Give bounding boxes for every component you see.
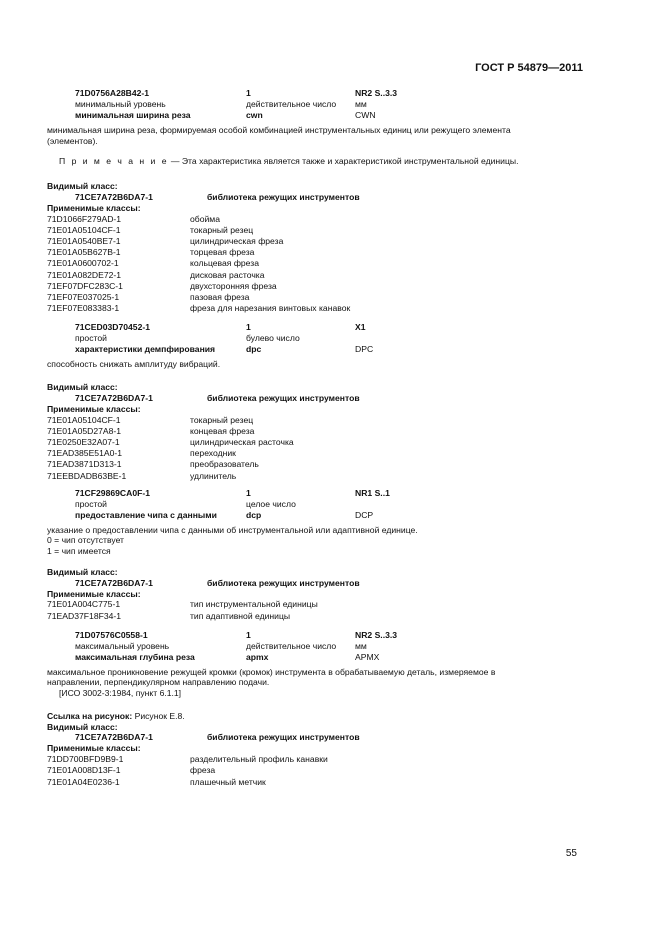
page-content [47,88,587,788]
class-code: 71E01A05104CF-1 [47,224,121,235]
applicable-classes-list [47,754,587,788]
property-abbrev: APMX [355,651,380,662]
visible-class-row: 71CE7A72B6DA7-1 библиотека режущих инструментов [75,191,360,202]
property-definition: указание о предоставлении чипа с данными об инструментальной или адаптивной единице. 0 = чип отсутствует 1 = чип имеется [47,524,418,557]
property-definition: минимальная ширина реза, формируемая особой комбинацией инструментальных единиц или режущего элемента (элементов). [47,125,511,146]
class-name: переходник [190,448,236,459]
property-code: 71D07576C0558-1 [75,629,148,640]
class-code: 71E01A05D27A8-1 [47,425,122,436]
applicable-class-row [47,777,587,788]
class-name: тип адаптивной единицы [190,610,291,621]
property-symbol: apmx [246,651,269,662]
class-name: тип инструментальной единицы [190,599,318,610]
class-code: 71E0250E32A07-1 [47,436,120,447]
note-label: П р и м е ч а н и е [59,156,169,167]
property-version: 1 [246,322,251,333]
property-code: 71CED03D70452-1 [75,322,151,333]
class-name: цилиндрическая фреза [190,236,284,247]
applicable-class-row [47,247,587,258]
property-name: минимальная ширина реза [75,110,191,120]
property-version: 1 [246,629,251,640]
class-name: фреза для нарезания винтовых канавок [190,303,351,314]
property-abbrev: DPC [355,344,374,355]
property-type: целое число [246,498,296,509]
class-code: 71E01A05104CF-1 [47,414,121,425]
applicable-class-row [47,258,587,269]
applicable-class-row [47,225,587,236]
class-name: токарный резец [190,224,254,235]
class-code: 71D1066F279AD-1 [47,213,122,224]
standard-header: ГОСТ Р 54879—2011 [475,62,583,74]
property-abbrev: CWN [355,110,376,120]
property-ref: NR2 S..3.3 [355,629,398,640]
property-unit: мм [355,99,367,109]
visible-class-heading: Видимый класс: [47,181,118,192]
class-name: двухсторонняя фреза [190,280,277,291]
class-code: 71E01A04E0236-1 [47,776,120,787]
property-level: минимальный уровень [75,99,166,109]
property-block-min-cut-width [75,88,587,121]
applicable-class-row [47,448,587,459]
class-code: 71E01A0600702-1 [47,258,119,269]
property-version: 1 [246,487,251,498]
property-name: предоставление чипа с данными [75,509,217,520]
applicable-classes-heading: Применимые классы: [47,743,141,754]
property-abbrev: DCP [355,509,374,520]
visible-class-heading: Видимый класс: [47,566,118,577]
class-code: 71E01A05B627B-1 [47,247,121,258]
class-code: 71EF07E083383-1 [47,303,120,314]
property-symbol: dcp [246,509,262,520]
visible-class-row: 71CE7A72B6DA7-1 библиотека режущих инструментов [75,732,360,743]
class-name: пазовая фреза [190,291,250,302]
property-type: действительное число [246,640,337,651]
class-code: 71E01A008D13F-1 [47,765,121,776]
property-type: действительное число [246,99,337,109]
visible-class-row: 71CE7A72B6DA7-1 библиотека режущих инструментов [75,577,360,588]
class-code: 71E01A0540BE7-1 [47,236,121,247]
class-name: фреза [190,765,216,776]
class-code: 71EAD3871D313-1 [47,459,122,470]
applicable-class-row [47,303,587,314]
property-unit: мм [355,640,367,651]
class-name: удлинитель [190,470,237,481]
applicable-class-row [47,281,587,292]
property-level: простой [75,333,107,344]
property-name: характеристики демпфирования [75,344,216,355]
applicable-class-row [47,270,587,281]
property-level: максимальный уровень [75,640,170,651]
property-version: 1 [246,88,251,98]
applicable-class-row [47,214,587,225]
class-code: 71EAD385E51A0-1 [47,448,123,459]
applicable-classes-list [47,415,587,482]
property-ref: NR1 S..1 [355,487,390,498]
class-name: кольцевая фреза [190,258,259,269]
class-code: 71EF07E037025-1 [47,291,120,302]
property-code: 71D0756A28B42-1 [75,88,150,98]
visible-class-heading: Видимый класс: [47,721,118,732]
class-code: 71EEBDADB63BE-1 [47,470,127,481]
class-name: цилиндрическая расточка [190,436,294,447]
source-reference: [ИСО 3002-3:1984, пункт 6.1.1] [59,688,182,699]
applicable-class-row [47,754,587,765]
page-number: 55 [565,848,577,859]
applicable-class-row [47,236,587,247]
property-block-damping [75,322,587,355]
property-type: булево число [246,333,300,344]
class-name: обойма [190,213,220,224]
class-name: разделительный профиль канавки [190,754,328,765]
class-name: плашечный метчик [190,776,266,787]
class-code: 71EAD37F18F34-1 [47,610,122,621]
property-symbol: cwn [246,110,263,120]
applicable-class-row [47,611,587,622]
visible-class-heading: Видимый класс: [47,382,118,393]
property-block-data-chip [75,488,587,521]
property-block-max-cut-depth [75,630,587,663]
note-text: — Эта характеристика является также и характеристикой инструментальной единицы. [168,156,519,167]
applicable-class-row [47,437,587,448]
applicable-class-row [47,599,587,610]
property-code: 71CF29869CA0F-1 [75,487,150,498]
property-ref: NR2 S..3.3 [355,88,398,98]
note [47,156,587,167]
class-name: дисковая расточка [190,269,265,280]
applicable-class-row [47,292,587,303]
class-code: 71E01A004C775-1 [47,599,121,610]
applicable-class-row [47,765,587,776]
property-level: простой [75,498,107,509]
property-symbol: dpc [246,344,262,355]
applicable-classes-list [47,214,587,315]
property-name: максимальная глубина реза [75,651,195,662]
applicable-classes-heading: Применимые классы: [47,588,141,599]
class-code: 71E01A082DE72-1 [47,269,122,280]
applicable-classes-heading: Применимые классы: [47,202,141,213]
applicable-class-row [47,471,587,482]
applicable-class-row [47,415,587,426]
visible-class-row: 71CE7A72B6DA7-1 библиотека режущих инструментов [75,392,360,403]
class-name: токарный резец [190,414,254,425]
figure-reference: Ссылка на рисунок: Рисунок Е.8. [47,710,185,721]
applicable-classes-list [47,599,587,621]
applicable-class-row [47,426,587,437]
property-definition: максимальное проникновение режущей кромки (кромок) инструмента в обрабатываемую деталь, измеряемое в направлении, перпендикулярном направлению подачи. [ИСО 3002-3:1984, пункт 6.1.1] [47,667,587,699]
applicable-class-row [47,459,587,470]
applicable-classes-heading: Применимые классы: [47,403,141,414]
class-name: концевая фреза [190,425,255,436]
class-name: торцевая фреза [190,247,255,258]
class-code: 71DD700BFD9B9-1 [47,754,124,765]
class-code: 71EF07DFC283C-1 [47,280,123,291]
class-name: преобразователь [190,459,259,470]
property-definition: способность снижать амплитуду вибраций. [47,359,221,370]
property-ref: X1 [355,322,366,333]
